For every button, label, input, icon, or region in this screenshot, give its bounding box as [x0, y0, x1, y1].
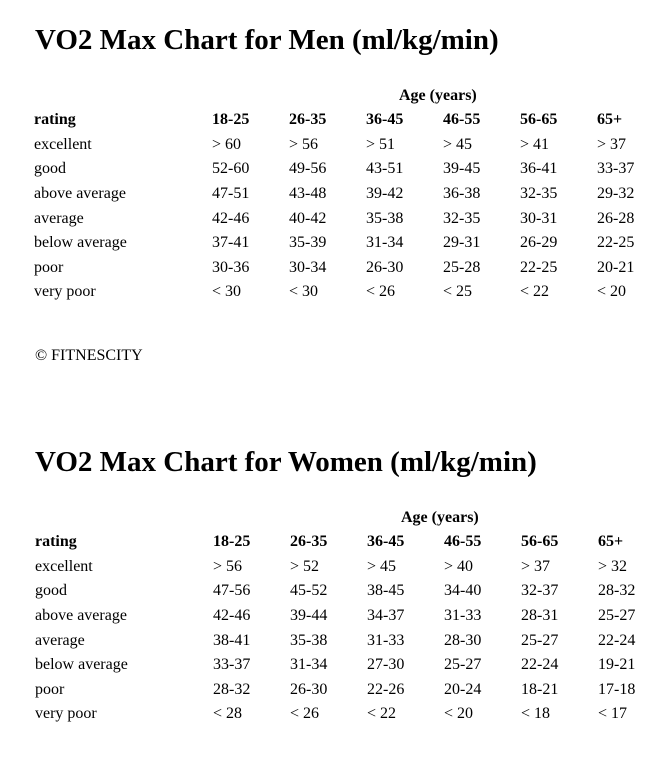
table-row [34, 157, 647, 182]
age-column-header: 26-35 [290, 533, 328, 551]
vo2-range-cell: < 22 [367, 705, 397, 723]
vo2-range-cell: 39-44 [290, 607, 328, 625]
table-row [35, 579, 648, 604]
vo2-range-cell: 35-38 [290, 631, 328, 649]
vo2-range-cell: 47-51 [212, 185, 250, 203]
vo2-range-cell: 34-40 [444, 582, 482, 600]
table-row [34, 182, 647, 207]
rating-label: average [35, 631, 85, 649]
vo2-range-cell: 36-41 [520, 160, 558, 178]
vo2-range-cell: 32-35 [520, 185, 558, 203]
vo2-range-cell: 33-37 [597, 160, 635, 178]
vo2-range-cell: 29-31 [443, 234, 481, 252]
age-column-header: 56-65 [521, 533, 559, 551]
table-row [34, 256, 647, 281]
vo2-range-cell: < 28 [213, 705, 243, 723]
rating-label: excellent [34, 135, 92, 153]
age-column-header: 65+ [597, 111, 623, 129]
vo2-range-cell: 31-33 [444, 607, 482, 625]
vo2-range-cell: < 20 [444, 705, 474, 723]
vo2-range-cell: 35-38 [366, 209, 404, 227]
vo2-range-cell: 26-30 [366, 258, 404, 276]
age-column-header: 46-55 [444, 533, 482, 551]
vo2-range-cell: 39-45 [443, 160, 481, 178]
vo2-range-cell: 18-21 [521, 680, 559, 698]
age-column-header: 36-45 [367, 533, 405, 551]
rating-label: very poor [34, 283, 96, 301]
vo2-range-cell: > 45 [367, 557, 397, 575]
vo2-range-cell: 22-25 [520, 258, 558, 276]
vo2-range-cell: > 37 [597, 135, 627, 153]
men-chart-title: VO2 Max Chart for Men (ml/kg/min) [35, 24, 499, 56]
vo2-range-cell: 38-45 [367, 582, 405, 600]
vo2-range-cell: 32-35 [443, 209, 481, 227]
vo2-range-cell: 28-32 [213, 680, 251, 698]
vo2-range-cell: 27-30 [367, 656, 405, 674]
vo2-range-cell: > 45 [443, 135, 473, 153]
rating-label: good [35, 582, 67, 600]
vo2-range-cell: 29-32 [597, 185, 635, 203]
vo2-range-cell: 26-30 [290, 680, 328, 698]
rating-label: good [34, 160, 66, 178]
vo2-range-cell: 25-27 [598, 607, 636, 625]
vo2-range-cell: 22-26 [367, 680, 405, 698]
vo2-range-cell: 45-52 [290, 582, 328, 600]
table-row [35, 604, 648, 629]
rating-column-header: rating [35, 533, 77, 551]
vo2-range-cell: 22-25 [597, 234, 635, 252]
women-vo2-table [35, 530, 648, 727]
vo2-range-cell: 22-24 [521, 656, 559, 674]
table-row [35, 702, 648, 727]
men-vo2-table [34, 108, 647, 305]
vo2-range-cell: 26-29 [520, 234, 558, 252]
vo2-range-cell: 31-33 [367, 631, 405, 649]
table-row [34, 206, 647, 231]
rating-label: poor [34, 258, 64, 276]
women-age-header: Age (years) [401, 509, 479, 526]
table-row [35, 653, 648, 678]
vo2-range-cell: > 60 [212, 135, 242, 153]
vo2-range-cell: > 40 [444, 557, 474, 575]
vo2-range-cell: 25-28 [443, 258, 481, 276]
vo2-range-cell: > 52 [290, 557, 320, 575]
rating-column-header: rating [34, 111, 76, 129]
rating-label: poor [35, 680, 65, 698]
table-row [35, 678, 648, 703]
vo2-range-cell: > 32 [598, 557, 628, 575]
rating-label: below average [34, 234, 127, 252]
vo2-range-cell: 34-37 [367, 607, 405, 625]
vo2-range-cell: > 56 [213, 557, 243, 575]
table-row [35, 555, 648, 580]
rating-label: very poor [35, 705, 97, 723]
vo2-range-cell: > 51 [366, 135, 396, 153]
table-header-row [35, 530, 648, 555]
vo2-range-cell: < 26 [366, 283, 396, 301]
vo2-range-cell: 36-38 [443, 185, 481, 203]
vo2-range-cell: > 56 [289, 135, 319, 153]
table-row [34, 231, 647, 256]
vo2-range-cell: > 41 [520, 135, 550, 153]
vo2-range-cell: > 37 [521, 557, 551, 575]
vo2-range-cell: < 30 [212, 283, 242, 301]
vo2-range-cell: 28-31 [521, 607, 559, 625]
vo2-range-cell: < 22 [520, 283, 550, 301]
women-chart-title: VO2 Max Chart for Women (ml/kg/min) [35, 446, 537, 478]
vo2-range-cell: 39-42 [366, 185, 404, 203]
rating-label: below average [35, 656, 128, 674]
age-column-header: 18-25 [212, 111, 250, 129]
vo2-range-cell: 31-34 [290, 656, 328, 674]
vo2-range-cell: 30-36 [212, 258, 250, 276]
vo2-range-cell: < 26 [290, 705, 320, 723]
vo2-range-cell: 43-48 [289, 185, 327, 203]
vo2-range-cell: 25-27 [521, 631, 559, 649]
age-column-header: 26-35 [289, 111, 327, 129]
vo2-range-cell: 42-46 [212, 209, 250, 227]
vo2-range-cell: 22-24 [598, 631, 636, 649]
vo2-range-cell: 38-41 [213, 631, 251, 649]
rating-label: above average [34, 185, 126, 203]
vo2-range-cell: 17-18 [598, 680, 636, 698]
vo2-range-cell: < 18 [521, 705, 551, 723]
men-age-header: Age (years) [399, 87, 477, 104]
vo2-range-cell: 26-28 [597, 209, 635, 227]
vo2-range-cell: 28-30 [444, 631, 482, 649]
rating-label: average [34, 209, 84, 227]
vo2-range-cell: 28-32 [598, 582, 636, 600]
vo2-range-cell: 40-42 [289, 209, 327, 227]
vo2-range-cell: 20-21 [597, 258, 635, 276]
copyright-notice: © FITNESCITY [35, 347, 143, 364]
table-row [35, 628, 648, 653]
vo2-range-cell: 49-56 [289, 160, 327, 178]
age-column-header: 18-25 [213, 533, 251, 551]
vo2-range-cell: 47-56 [213, 582, 251, 600]
vo2-range-cell: 25-27 [444, 656, 482, 674]
vo2-range-cell: 42-46 [213, 607, 251, 625]
age-column-header: 65+ [598, 533, 624, 551]
vo2-range-cell: 31-34 [366, 234, 404, 252]
vo2-range-cell: 35-39 [289, 234, 327, 252]
vo2-range-cell: 52-60 [212, 160, 250, 178]
rating-label: above average [35, 607, 127, 625]
vo2-range-cell: 30-34 [289, 258, 327, 276]
age-column-header: 46-55 [443, 111, 481, 129]
vo2-range-cell: 30-31 [520, 209, 558, 227]
vo2-range-cell: 43-51 [366, 160, 404, 178]
vo2-range-cell: < 20 [597, 283, 627, 301]
vo2-range-cell: 37-41 [212, 234, 250, 252]
vo2-range-cell: 33-37 [213, 656, 251, 674]
table-header-row [34, 108, 647, 133]
vo2-range-cell: 19-21 [598, 656, 636, 674]
table-row [34, 280, 647, 305]
vo2-range-cell: < 30 [289, 283, 319, 301]
age-column-header: 56-65 [520, 111, 558, 129]
table-row [34, 133, 647, 158]
age-column-header: 36-45 [366, 111, 404, 129]
vo2-range-cell: < 17 [598, 705, 628, 723]
vo2-range-cell: 32-37 [521, 582, 559, 600]
vo2-range-cell: 20-24 [444, 680, 482, 698]
rating-label: excellent [35, 557, 93, 575]
vo2-range-cell: < 25 [443, 283, 473, 301]
